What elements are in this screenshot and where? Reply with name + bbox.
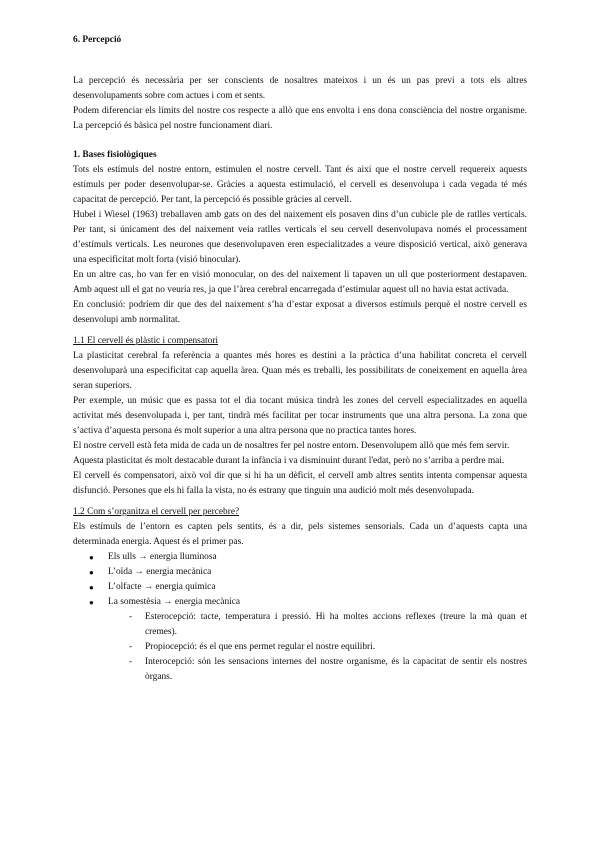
- list-item: ● Els ulls → energia lluminosa: [73, 550, 527, 565]
- subsection-heading: 1.1 El cervell és plàstic i compensatori: [73, 336, 219, 346]
- body-paragraph: Per exemple, un músic que es passa tot el dia tocant música tindrà les zones del cervell especialitzades en aquella activitat més desenvolupada i, per tant, tindrà més facilitat per tocar instruments que una altra persona. La zona que s’activa d’aquesta persona és molt superior a una altra persona que no practica tantes hores.: [73, 396, 527, 436]
- somesthesia-list: [73, 610, 527, 685]
- list-item: ● L’oïda → energia mecànica: [73, 565, 527, 580]
- list-item: ● L’olfacte → energia química: [73, 580, 527, 595]
- body-paragraph: El nostre cervell està feta mida de cada un de nosaltres fer pel nostre entorn. Desenvolupem allò que més fem servir.: [73, 441, 510, 451]
- page-title: 6. Percepció: [73, 35, 122, 45]
- section-heading: 1. Bases fisiològiques: [73, 150, 157, 160]
- body-paragraph: Tots els estímuls del nostre entorn, estimulen el nostre cervell. Tant és així que el nostre cervell requereix aquests estímuls per poder desenvolupar-se. Gràcies a aquesta estimulació, el cervell es desenvolupa i cada vegada té més capacitat de percepció. Per tant, la percepció és possible gràcies al cervell.: [73, 165, 527, 205]
- sub-list-item: - Esterocepció: tacte, temperatura i pressió. Hi ha moltes accions reflexes (treure la mà quan et cremes).: [73, 610, 527, 640]
- body-paragraph: Aquesta plasticitat és molt destacable durant la infància i va disminuint durant l'edat, però no s’arriba a perdre mai.: [73, 456, 505, 466]
- intro-paragraph: Podem diferenciar els límits del nostre cos respecte a allò que ens envolta i ens dona consciència del nostre organisme. La percepció és bàsica pel nostre funcionament diari.: [73, 106, 527, 131]
- sense-list: [73, 550, 527, 610]
- sub-list-item: - Propiocepció: és el que ens permet regular el nostre equilibri.: [73, 640, 527, 655]
- document-page: [73, 33, 527, 685]
- sub-list-item: - Interocepció: són les sensacions internes del nostre organisme, és la capacitat de sentir els nostres òrgans.: [73, 655, 527, 685]
- body-paragraph: En conclusió: podríem dir que des del naixement s’ha d’estar exposat a diversos estímuls perquè el nostre cervell es desenvolupi amb normalitat.: [73, 300, 527, 325]
- subsection-heading: 1.2 Com s’organitza el cervell per percebre?: [73, 507, 240, 517]
- list-item: ● La somestèsia → energia mecànica: [73, 595, 527, 610]
- body-paragraph: Hubel i Wiesel (1963) treballaven amb gats on des del naixement els posaven dins d’un cubicle ple de ratlles verticals. Per tant, si únicament des del naixement veia ratlles verticals el seu cervell desenvolupava només el processament d’estímuls verticals. Les neurones que desenvolupaven eren especialitzades a veure disposició vertical, això generava una especificitat molt forta (visió binocular).: [73, 210, 527, 265]
- body-paragraph: El cervell és compensatori, això vol dir que si hi ha un dèficit, el cervell amb altres sentits intenta compensar aquesta disfunció. Persones que els hi falla la vista, no és estrany que tinguin una audició molt més desenvolupada.: [73, 471, 527, 496]
- body-paragraph: Els estímuls de l’entorn es capten pels sentits, és a dir, pels sistemes sensorials. Cada un d’aquests capta una determinada energia. Aquest és el primer pas.: [73, 522, 527, 547]
- body-paragraph: La plasticitat cerebral fa referència a quantes més hores es destini a la pràctica d’una habilitat concreta el cervell desenvoluparà una especificitat cap aquella àrea. Quan més es treballi, les possibilitats de coneixement en aquella àrea seran superiors.: [73, 351, 527, 391]
- body-paragraph: En un altre cas, ho van fer en visió monocular, on des del naixement li tapaven un ull que posteriorment destapaven. Amb aquest ull el gat no veuria res, ja que l’àrea cerebral encarregada d’estimular aquest ull no havia estat activada.: [73, 270, 527, 295]
- intro-paragraph: La percepció és necessària per ser conscients de nosaltres mateixos i un és un pas previ a tots els altres desenvolupaments sobre com actues i com et sents.: [73, 76, 527, 101]
